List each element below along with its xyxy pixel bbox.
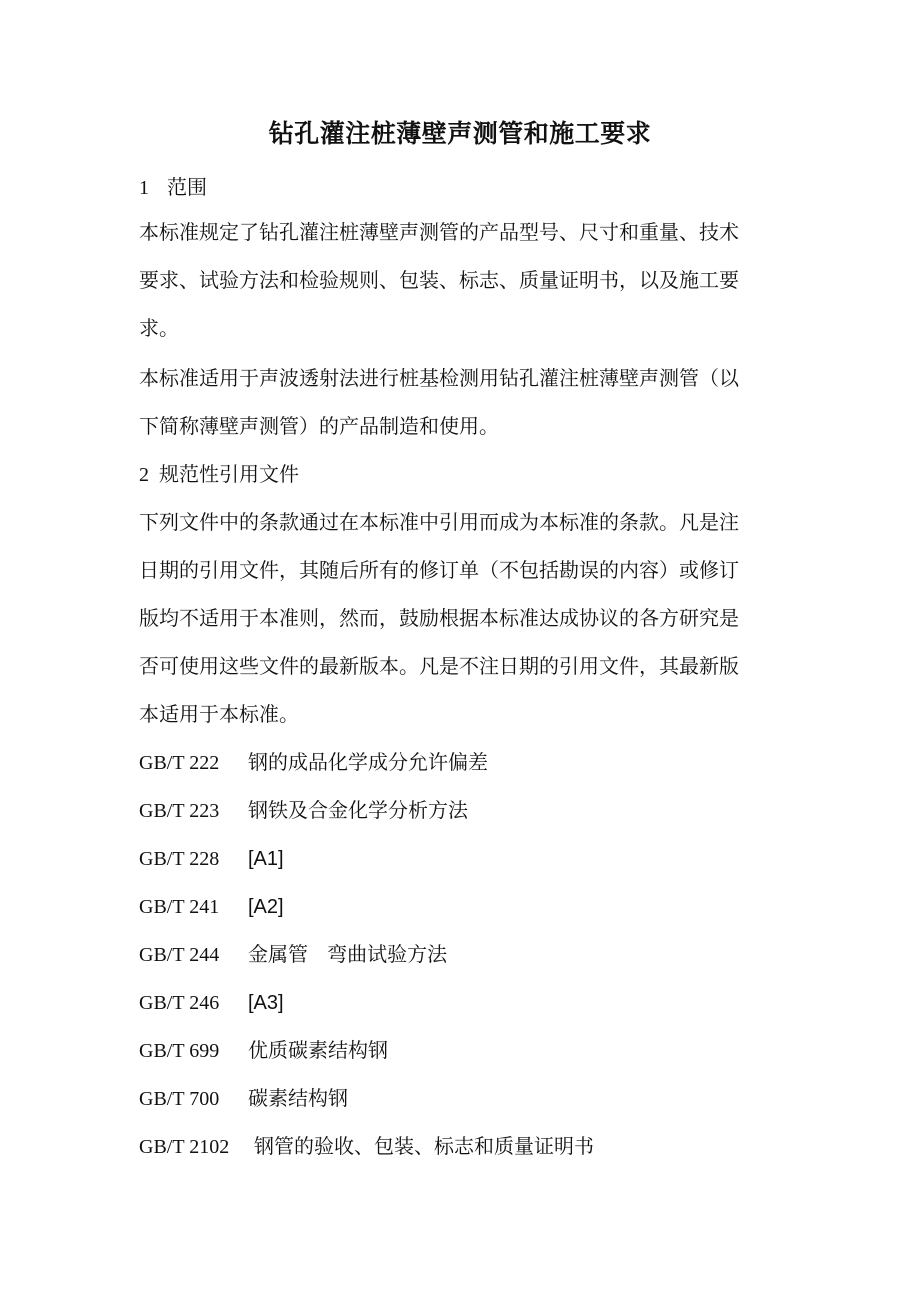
section-1-para1-line: 求。: [139, 316, 179, 340]
section-2-title: 规范性引用文件: [159, 462, 299, 486]
section-2-para-line: 本适用于本标准。: [139, 702, 299, 726]
reference-item: [139, 1132, 799, 1161]
reference-code: GB/T 700: [139, 1088, 220, 1110]
reference-item: [139, 1036, 799, 1065]
reference-item: [139, 748, 799, 777]
reference-item: [139, 796, 799, 825]
reference-item: [139, 988, 799, 1017]
section-1-para2-line: 本标准适用于声波透射法进行桩基检测用钻孔灌注桩薄壁声测管（以: [139, 366, 739, 390]
reference-title: 钢铁及合金化学分析方法: [248, 798, 468, 822]
reference-item: [139, 844, 799, 873]
reference-code: GB/T 2102: [139, 1136, 230, 1158]
section-2-para-line: 否可使用这些文件的最新版本。凡是不注日期的引用文件，其最新版: [139, 654, 739, 678]
reference-code: GB/T 222: [139, 752, 220, 774]
comment-anchor[interactable]: [A2]: [248, 896, 284, 918]
reference-item: [139, 1084, 799, 1113]
reference-title: 金属管 弯曲试验方法: [248, 942, 448, 966]
reference-title: 碳素结构钢: [248, 1086, 348, 1110]
reference-code: GB/T 246: [139, 992, 220, 1014]
reference-item: [139, 940, 799, 969]
section-2-para-line: 日期的引用文件，其随后所有的修订单（不包括勘误的内容）或修订: [139, 558, 739, 582]
section-1-number: 1: [139, 177, 149, 199]
section-2-number: 2: [139, 464, 149, 486]
reference-code: GB/T 699: [139, 1040, 220, 1062]
section-1-para1-line: 要求、试验方法和检验规则、包装、标志、质量证明书，以及施工要: [139, 268, 739, 292]
reference-code: GB/T 241: [139, 896, 220, 918]
reference-code: GB/T 244: [139, 944, 220, 966]
document-title: 钻孔灌注桩薄壁声测管和施工要求: [268, 119, 652, 148]
section-1-para1-line: 本标准规定了钻孔灌注桩薄壁声测管的产品型号、尺寸和重量、技术: [139, 220, 739, 244]
section-2-heading: [139, 460, 799, 489]
section-1-para2-line: 下简称薄壁声测管）的产品制造和使用。: [139, 414, 499, 438]
section-2-para-line: 下列文件中的条款通过在本标准中引用而成为本标准的条款。凡是注: [139, 510, 739, 534]
comment-anchor[interactable]: [A1]: [248, 848, 284, 870]
comment-anchor[interactable]: [A3]: [248, 992, 284, 1014]
reference-title: 优质碳素结构钢: [248, 1038, 388, 1062]
reference-title: 钢的成品化学成分允许偏差: [248, 750, 488, 774]
reference-item: [139, 892, 799, 921]
reference-code: GB/T 223: [139, 800, 220, 822]
section-1-title: 范围: [167, 175, 207, 199]
section-2-para-line: 版均不适用于本准则，然而，鼓励根据本标准达成协议的各方研究是: [139, 606, 739, 630]
reference-title: 钢管的验收、包装、标志和质量证明书: [254, 1134, 594, 1158]
section-1-heading: [139, 173, 799, 202]
reference-code: GB/T 228: [139, 848, 220, 870]
